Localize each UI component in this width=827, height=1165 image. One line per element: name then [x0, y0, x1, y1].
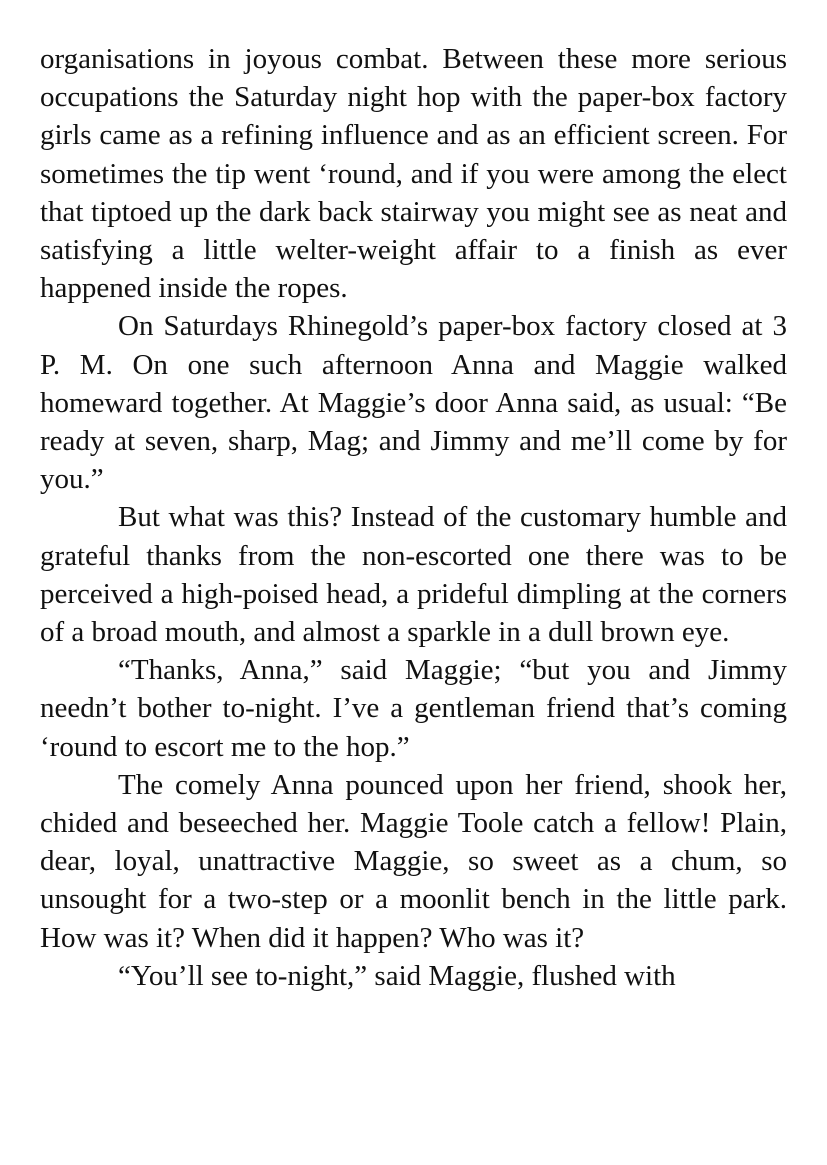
- page-body: [40, 40, 787, 995]
- paragraph-2: On Saturdays Rhinegold’s paper-box factory closed at 3 P. M. On one such afternoon Anna and Maggie walked homeward together. At Maggie’s door Anna said, as usual: “Be ready at seven, sharp, Mag; and Jimmy and me’ll come by for you.”: [40, 310, 787, 496]
- paragraph-6: “You’ll see to-night,” said Maggie, flushed with: [118, 959, 676, 992]
- paragraph-4: “Thanks, Anna,” said Maggie; “but you and Jimmy needn’t bother to-night. I’ve a gentleman friend that’s coming ‘round to escort me to the hop.”: [40, 654, 787, 763]
- paragraph-1: organisations in joyous combat. Between these more serious occupations the Saturday night hop with the paper-box factory girls came as a refining influence and as an efficient screen. For sometimes the tip went ‘round, and if you were among the elect that tiptoed up the dark back stairway you might see as neat and satisfying a little welter-weight affair to a finish as ever happened inside the ropes.: [40, 43, 787, 305]
- paragraph-5: The comely Anna pounced upon her friend, shook her, chided and beseeched her. Maggie Toole catch a fellow! Plain, dear, loyal, unattractive Maggie, so sweet as a chum, so unsought for a two-step or a moonlit bench in the little park. How was it? When did it happen? Who was it?: [40, 768, 787, 954]
- paragraph-3: But what was this? Instead of the customary humble and grateful thanks from the non-escorted one there was to be perceived a high-poised head, a prideful dimpling at the corners of a broad mouth, and almost a sparkle in a dull brown eye.: [40, 501, 787, 649]
